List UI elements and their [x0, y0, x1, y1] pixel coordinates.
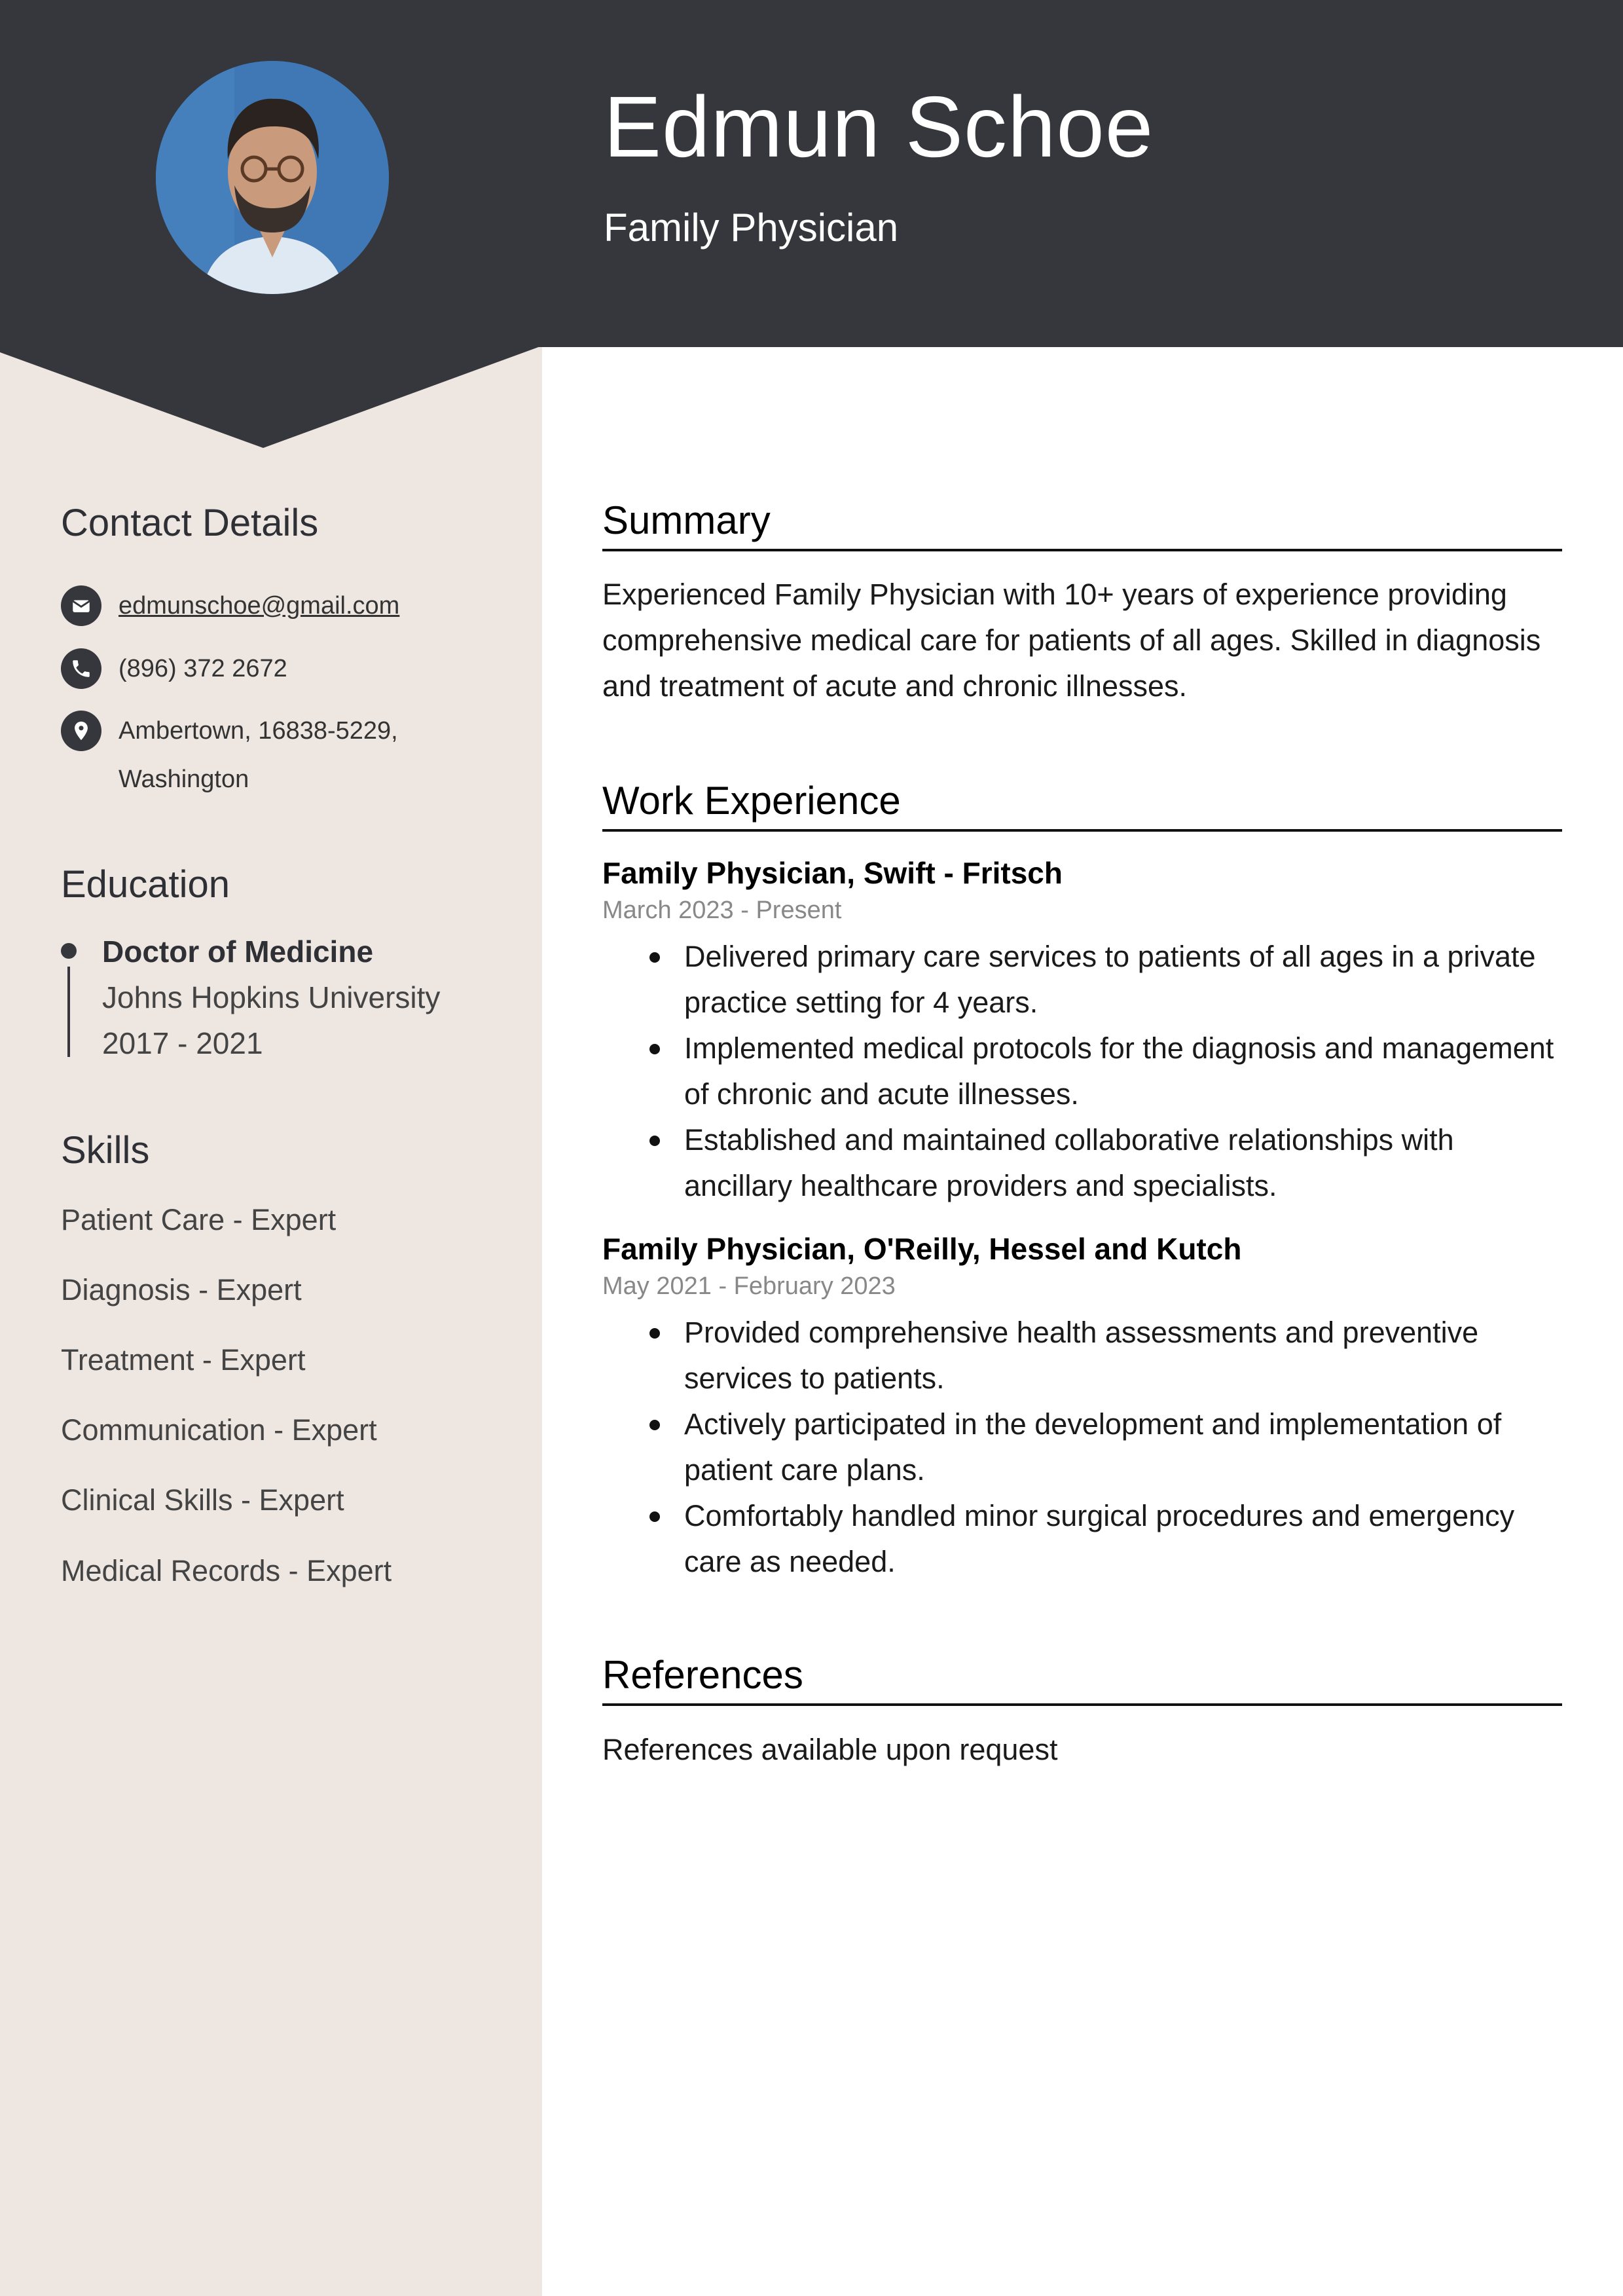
location-pin-icon: [61, 711, 101, 751]
timeline-line: [67, 967, 70, 1057]
job-bullet: Established and maintained collaborative relationships with ancillary healthcare providers and specialists.: [602, 1117, 1562, 1209]
job-bullet: Actively participated in the development and implementation of patient care plans.: [602, 1401, 1562, 1493]
references-divider: [602, 1703, 1562, 1706]
candidate-role: Family Physician: [604, 206, 899, 250]
education-school: Johns Hopkins University: [102, 980, 441, 1014]
skill-item: Clinical Skills - Expert: [61, 1483, 344, 1517]
summary-text: Experienced Family Physician with 10+ years of experience providing comprehensive medical care for patients of all ages. Skilled in diagnosis and treatment of acute and chronic illnesses.: [602, 578, 1541, 703]
job-bullet-list: [602, 934, 1562, 1209]
contact-address-line1: Ambertown, 16838-5229,: [119, 717, 398, 745]
contact-address-line2: Washington: [119, 766, 249, 793]
skills-heading: Skills: [61, 1129, 150, 1172]
job-bullet: Implemented medical protocols for the diagnosis and management of chronic and acute illnesses.: [602, 1026, 1562, 1117]
education-heading: Education: [61, 863, 230, 906]
work-experience-heading: Work Experience: [602, 779, 901, 823]
work-experience-divider: [602, 829, 1562, 832]
skill-item: Communication - Expert: [61, 1413, 377, 1447]
contact-email[interactable]: edmunschoe@gmail.com: [119, 592, 400, 620]
job-bullet: Delivered primary care services to patients of all ages in a private practice setting for 4 years.: [602, 934, 1562, 1026]
skill-item: Treatment - Expert: [61, 1343, 306, 1377]
education-years: 2017 - 2021: [102, 1026, 263, 1060]
education-degree: Doctor of Medicine: [102, 935, 374, 969]
job-dates: May 2021 - February 2023: [602, 1272, 896, 1300]
job-bullet: Provided comprehensive health assessments and preventive services to patients.: [602, 1310, 1562, 1401]
contact-email-row[interactable]: [61, 585, 399, 630]
job-title: Family Physician, Swift - Fritsch: [602, 856, 1063, 890]
contact-phone: (896) 372 2672: [119, 655, 287, 682]
contact-address-row: [61, 711, 398, 804]
skill-item: Medical Records - Expert: [61, 1554, 392, 1587]
contact-phone-row: [61, 648, 287, 693]
contact-address: [119, 707, 398, 804]
envelope-icon: [61, 585, 101, 626]
summary-heading: Summary: [602, 498, 771, 542]
timeline-dot: [61, 943, 77, 959]
header-chevron: [0, 346, 542, 448]
summary-divider: [602, 549, 1562, 551]
candidate-name: Edmun Schoe: [604, 79, 1154, 175]
job-title: Family Physician, O'Reilly, Hessel and Kutch: [602, 1232, 1242, 1266]
phone-icon: [61, 648, 101, 689]
job-bullet: Comfortably handled minor surgical procedures and emergency care as needed.: [602, 1493, 1562, 1585]
references-heading: References: [602, 1653, 803, 1697]
job-bullet-list: [602, 1310, 1562, 1585]
skill-item: Patient Care - Expert: [61, 1203, 337, 1236]
contact-details-heading: Contact Details: [61, 502, 319, 544]
profile-photo: [156, 61, 389, 294]
job-dates: March 2023 - Present: [602, 897, 842, 924]
references-text: References available upon request: [602, 1733, 1058, 1766]
skill-item: Diagnosis - Expert: [61, 1273, 302, 1306]
